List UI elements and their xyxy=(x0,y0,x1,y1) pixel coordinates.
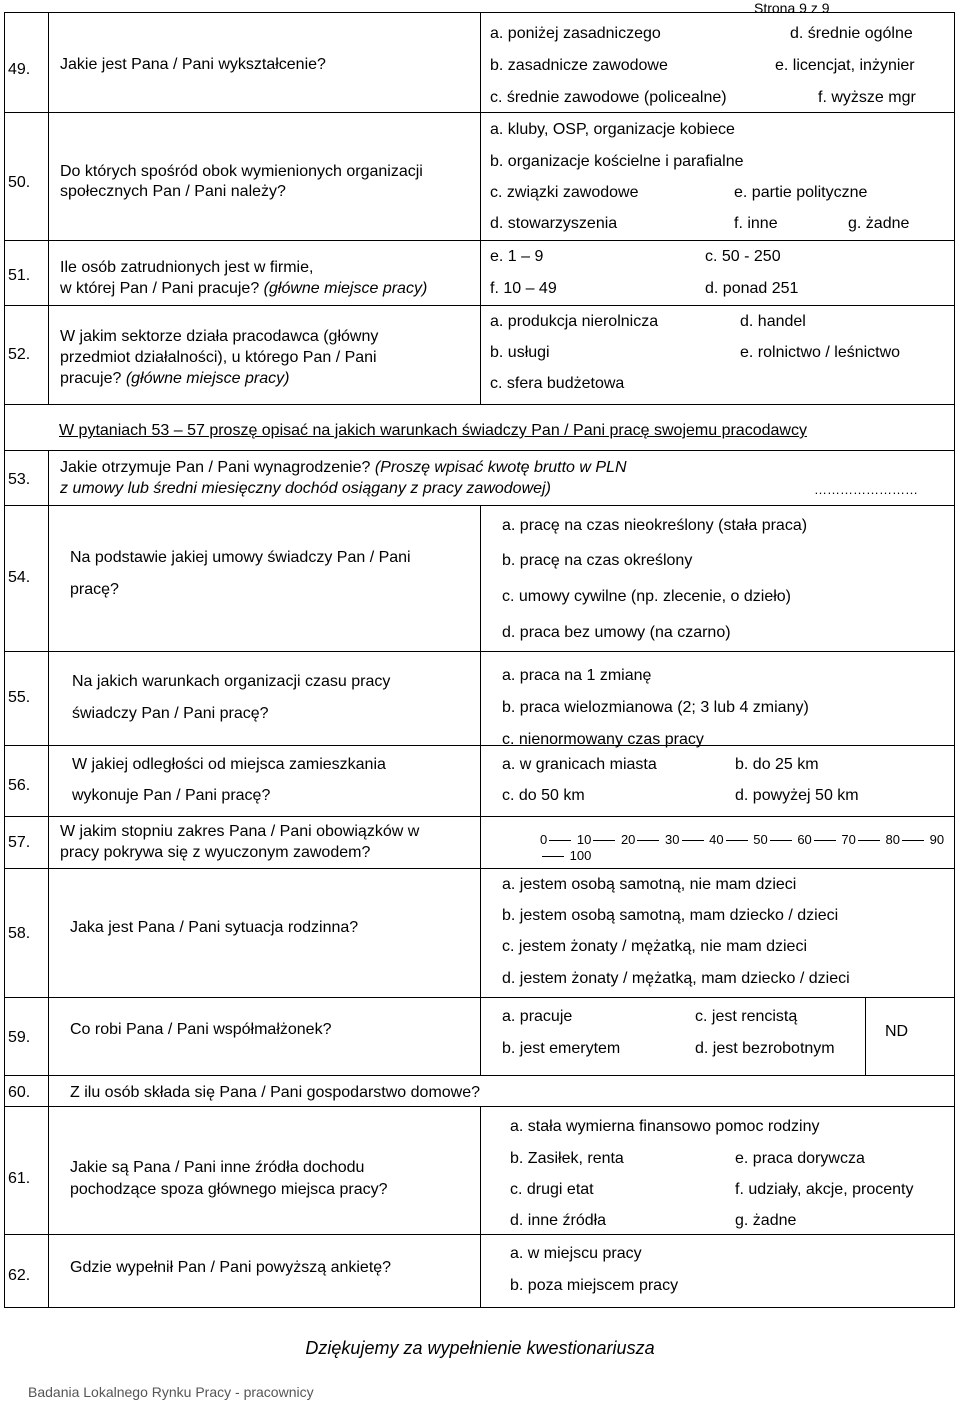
question-number: 57. xyxy=(8,834,31,851)
scale-dash xyxy=(682,840,704,841)
answer-option[interactable]: e. licencjat, inżynier xyxy=(775,57,915,74)
answer-option[interactable]: b. jest emerytem xyxy=(502,1040,621,1057)
answer-option[interactable]: b. do 25 km xyxy=(735,756,819,773)
percentage-scale[interactable] xyxy=(540,832,960,863)
answer-option[interactable]: c. sfera budżetowa xyxy=(490,375,625,392)
scale-tick-label[interactable]: 10 xyxy=(576,832,592,847)
question-number: 54. xyxy=(8,569,31,586)
scale-dash xyxy=(549,840,571,841)
question-text: Jakie jest Pana / Pani wykształcenie? xyxy=(60,56,326,73)
scale-tick-label[interactable]: 50 xyxy=(753,832,768,847)
question-line: pracuje? xyxy=(60,370,122,387)
scale-dash xyxy=(593,840,615,841)
answer-option[interactable]: c. jestem żonaty / mężatką, nie mam dzieci xyxy=(502,938,807,955)
answer-option[interactable]: a. stała wymierna finansowo pomoc rodziny xyxy=(510,1118,820,1135)
section-header: W pytaniach 53 – 57 proszę opisać na jakich warunkach świadczy Pan / Pani pracę swojemu pracodawcy xyxy=(59,422,807,439)
question-text: W jakiej odległości od miejsca zamieszkania xyxy=(72,756,386,773)
answer-option[interactable]: e. partie polityczne xyxy=(734,184,868,201)
question-note: z umowy lub średni miesięczny dochód osiągany z pracy zawodowej) xyxy=(60,480,551,497)
question-text: pochodzące spoza głównego miejsca pracy? xyxy=(70,1181,388,1198)
question-number: 56. xyxy=(8,777,31,794)
answer-option[interactable]: a. poniżej zasadniczego xyxy=(490,25,661,42)
answer-option[interactable]: c. nienormowany czas pracy xyxy=(502,731,704,748)
scale-tick-label[interactable]: 60 xyxy=(797,832,812,847)
question-number: 59. xyxy=(8,1029,31,1046)
question-text: społecznych Pan / Pani należy? xyxy=(60,183,286,200)
question-number: 55. xyxy=(8,689,31,706)
answer-option[interactable]: d. jest bezrobotnym xyxy=(695,1040,835,1057)
answer-option[interactable]: d. handel xyxy=(740,313,806,330)
column-divider xyxy=(865,997,866,1075)
question-text: wykonuje Pan / Pani pracę? xyxy=(72,787,271,804)
answer-option[interactable]: a. jestem osobą samotną, nie mam dzieci xyxy=(502,876,797,893)
answer-option[interactable]: d. jestem żonaty / mężatką, mam dziecko / dzieci xyxy=(502,970,850,987)
row-divider xyxy=(4,1075,955,1076)
question-text: Jaka jest Pana / Pani sytuacja rodzinna? xyxy=(70,919,359,936)
question-text: Jakie są Pana / Pani inne źródła dochodu xyxy=(70,1159,365,1176)
question-text xyxy=(60,279,427,298)
answer-option[interactable]: d. ponad 251 xyxy=(705,280,799,297)
scale-dash xyxy=(814,840,836,841)
answer-option[interactable]: g. żadne xyxy=(848,215,910,232)
question-text: Co robi Pana / Pani współmałżonek? xyxy=(70,1021,332,1038)
question-number: 51. xyxy=(8,267,31,284)
question-text: Z ilu osób składa się Pana / Pani gospodarstwo domowe? xyxy=(70,1084,481,1101)
question-text: Na podstawie jakiej umowy świadczy Pan / Pani xyxy=(70,549,411,566)
answer-option[interactable]: f. udziały, akcje, procenty xyxy=(735,1181,914,1198)
answer-option[interactable]: e. praca dorywcza xyxy=(735,1150,865,1167)
answer-option[interactable]: d. inne źródła xyxy=(510,1212,607,1229)
answer-option[interactable]: e. 1 – 9 xyxy=(490,248,544,265)
answer-option[interactable]: c. 50 - 250 xyxy=(705,248,781,265)
answer-option[interactable]: b. Zasiłek, renta xyxy=(510,1150,624,1167)
answer-option[interactable]: d. powyżej 50 km xyxy=(735,787,859,804)
row-divider xyxy=(4,404,955,405)
answer-option[interactable]: c. drugi etat xyxy=(510,1181,594,1198)
scale-tick-label[interactable]: 100 xyxy=(569,847,592,863)
question-text: pracy pokrywa się z wyuczonym zawodem? xyxy=(60,844,371,861)
question-note: (główne miejsce pracy) xyxy=(125,370,290,387)
answer-option[interactable]: d. praca bez umowy (na czarno) xyxy=(502,624,731,641)
question-text: pracę? xyxy=(70,581,119,598)
answer-option[interactable]: f. inne xyxy=(734,215,778,232)
scale-dash xyxy=(770,840,792,841)
answer-option[interactable]: b. zasadnicze zawodowe xyxy=(490,57,668,74)
scale-tick-label[interactable]: 0 xyxy=(540,832,548,847)
scale-tick-label[interactable]: 80 xyxy=(885,832,900,847)
scale-dash xyxy=(902,840,924,841)
answer-option[interactable]: c. jest rencistą xyxy=(695,1008,798,1025)
question-number: 50. xyxy=(8,174,31,191)
answer-option[interactable]: c. umowy cywilne (np. zlecenie, o dzieło) xyxy=(502,588,792,605)
scale-dash xyxy=(726,840,748,841)
page-footer: Badania Lokalnego Rynku Pracy - pracownicy xyxy=(28,1384,314,1400)
question-line: Jakie otrzymuje Pan / Pani wynagrodzenie? xyxy=(60,459,371,476)
answer-option[interactable]: b. poza miejscem pracy xyxy=(510,1277,679,1294)
column-divider xyxy=(480,1106,481,1308)
answer-option[interactable]: e. rolnictwo / leśnictwo xyxy=(740,344,901,361)
answer-option[interactable]: c. związki zawodowe xyxy=(490,184,639,201)
scale-tick-label[interactable]: 20 xyxy=(620,832,636,847)
answer-option[interactable]: a. pracę na czas nieokreślony (stała praca) xyxy=(502,517,808,534)
answer-option[interactable]: b. usługi xyxy=(490,344,550,361)
answer-option[interactable]: a. w granicach miasta xyxy=(502,756,657,773)
question-text: przedmiot działalności), u którego Pan / Pani xyxy=(60,349,377,366)
answer-option[interactable]: f. 10 – 49 xyxy=(490,280,557,297)
question-number: 53. xyxy=(8,471,31,488)
scale-tick-label[interactable]: 90 xyxy=(929,832,945,847)
not-applicable-option[interactable]: ND xyxy=(885,1023,909,1040)
question-text: Na jakich warunkach organizacji czasu pracy xyxy=(72,673,391,690)
answer-option[interactable]: d. stowarzyszenia xyxy=(490,215,618,232)
answer-option[interactable]: b. pracę na czas określony xyxy=(502,552,693,569)
thank-you-note: Dziękujemy za wypełnienie kwestionariusza xyxy=(305,1338,655,1358)
question-text: W jakim sektorze działa pracodawca (główny xyxy=(60,328,379,345)
scale-tick-label[interactable]: 40 xyxy=(709,832,724,847)
question-number: 49. xyxy=(8,61,31,78)
scale-tick-label[interactable]: 30 xyxy=(665,832,680,847)
question-number: 60. xyxy=(8,1084,31,1101)
question-text: Do których spośród obok wymienionych organizacji xyxy=(60,163,423,180)
question-number: 52. xyxy=(8,346,31,363)
amount-blank[interactable]: …………………… xyxy=(814,482,918,497)
question-text xyxy=(60,369,289,388)
answer-option[interactable]: a. kluby, OSP, organizacje kobiece xyxy=(490,121,735,138)
answer-option[interactable]: c. do 50 km xyxy=(502,787,585,804)
column-divider xyxy=(48,450,49,1308)
scale-dash xyxy=(858,840,880,841)
question-text xyxy=(60,458,627,477)
column-divider xyxy=(480,12,481,404)
question-number: 61. xyxy=(8,1170,31,1187)
page-number: Strona 9 z 9 xyxy=(754,0,830,16)
answer-option[interactable]: a. produkcja nierolnicza xyxy=(490,313,659,330)
question-line: w której Pan / Pani pracuje? xyxy=(60,280,260,297)
answer-option[interactable]: a. pracuje xyxy=(502,1008,573,1025)
question-number: 62. xyxy=(8,1267,31,1284)
question-note: (Proszę wpisać kwotę brutto w PLN xyxy=(374,459,627,476)
answer-option[interactable]: b. jestem osobą samotną, mam dziecko / dzieci xyxy=(502,907,839,924)
question-text: Gdzie wypełnił Pan / Pani powyższą ankietę? xyxy=(70,1259,392,1276)
question-note: (główne miejsce pracy) xyxy=(263,280,428,297)
question-number: 58. xyxy=(8,925,31,942)
answer-option[interactable]: f. wyższe mgr xyxy=(818,89,916,106)
column-divider xyxy=(480,505,481,1075)
scale-dash xyxy=(637,840,659,841)
answer-option[interactable]: a. w miejscu pracy xyxy=(510,1245,642,1262)
question-text: W jakim stopniu zakres Pana / Pani obowiązków w xyxy=(60,823,420,840)
answer-option[interactable]: g. żadne xyxy=(735,1212,797,1229)
scale-tick-label[interactable]: 70 xyxy=(841,832,856,847)
answer-option[interactable]: a. praca na 1 zmianę xyxy=(502,667,652,684)
scale-dash xyxy=(542,856,564,857)
question-text: świadczy Pan / Pani pracę? xyxy=(72,705,269,722)
row-divider xyxy=(4,450,955,451)
column-divider xyxy=(48,12,49,404)
question-text: Ile osób zatrudnionych jest w firmie, xyxy=(60,259,314,276)
answer-option[interactable]: b. organizacje kościelne i parafialne xyxy=(490,153,744,170)
answer-option[interactable]: d. średnie ogólne xyxy=(790,25,913,42)
answer-option[interactable]: c. średnie zawodowe (policealne) xyxy=(490,89,727,106)
answer-option[interactable]: b. praca wielozmianowa (2; 3 lub 4 zmiany) xyxy=(502,699,809,716)
